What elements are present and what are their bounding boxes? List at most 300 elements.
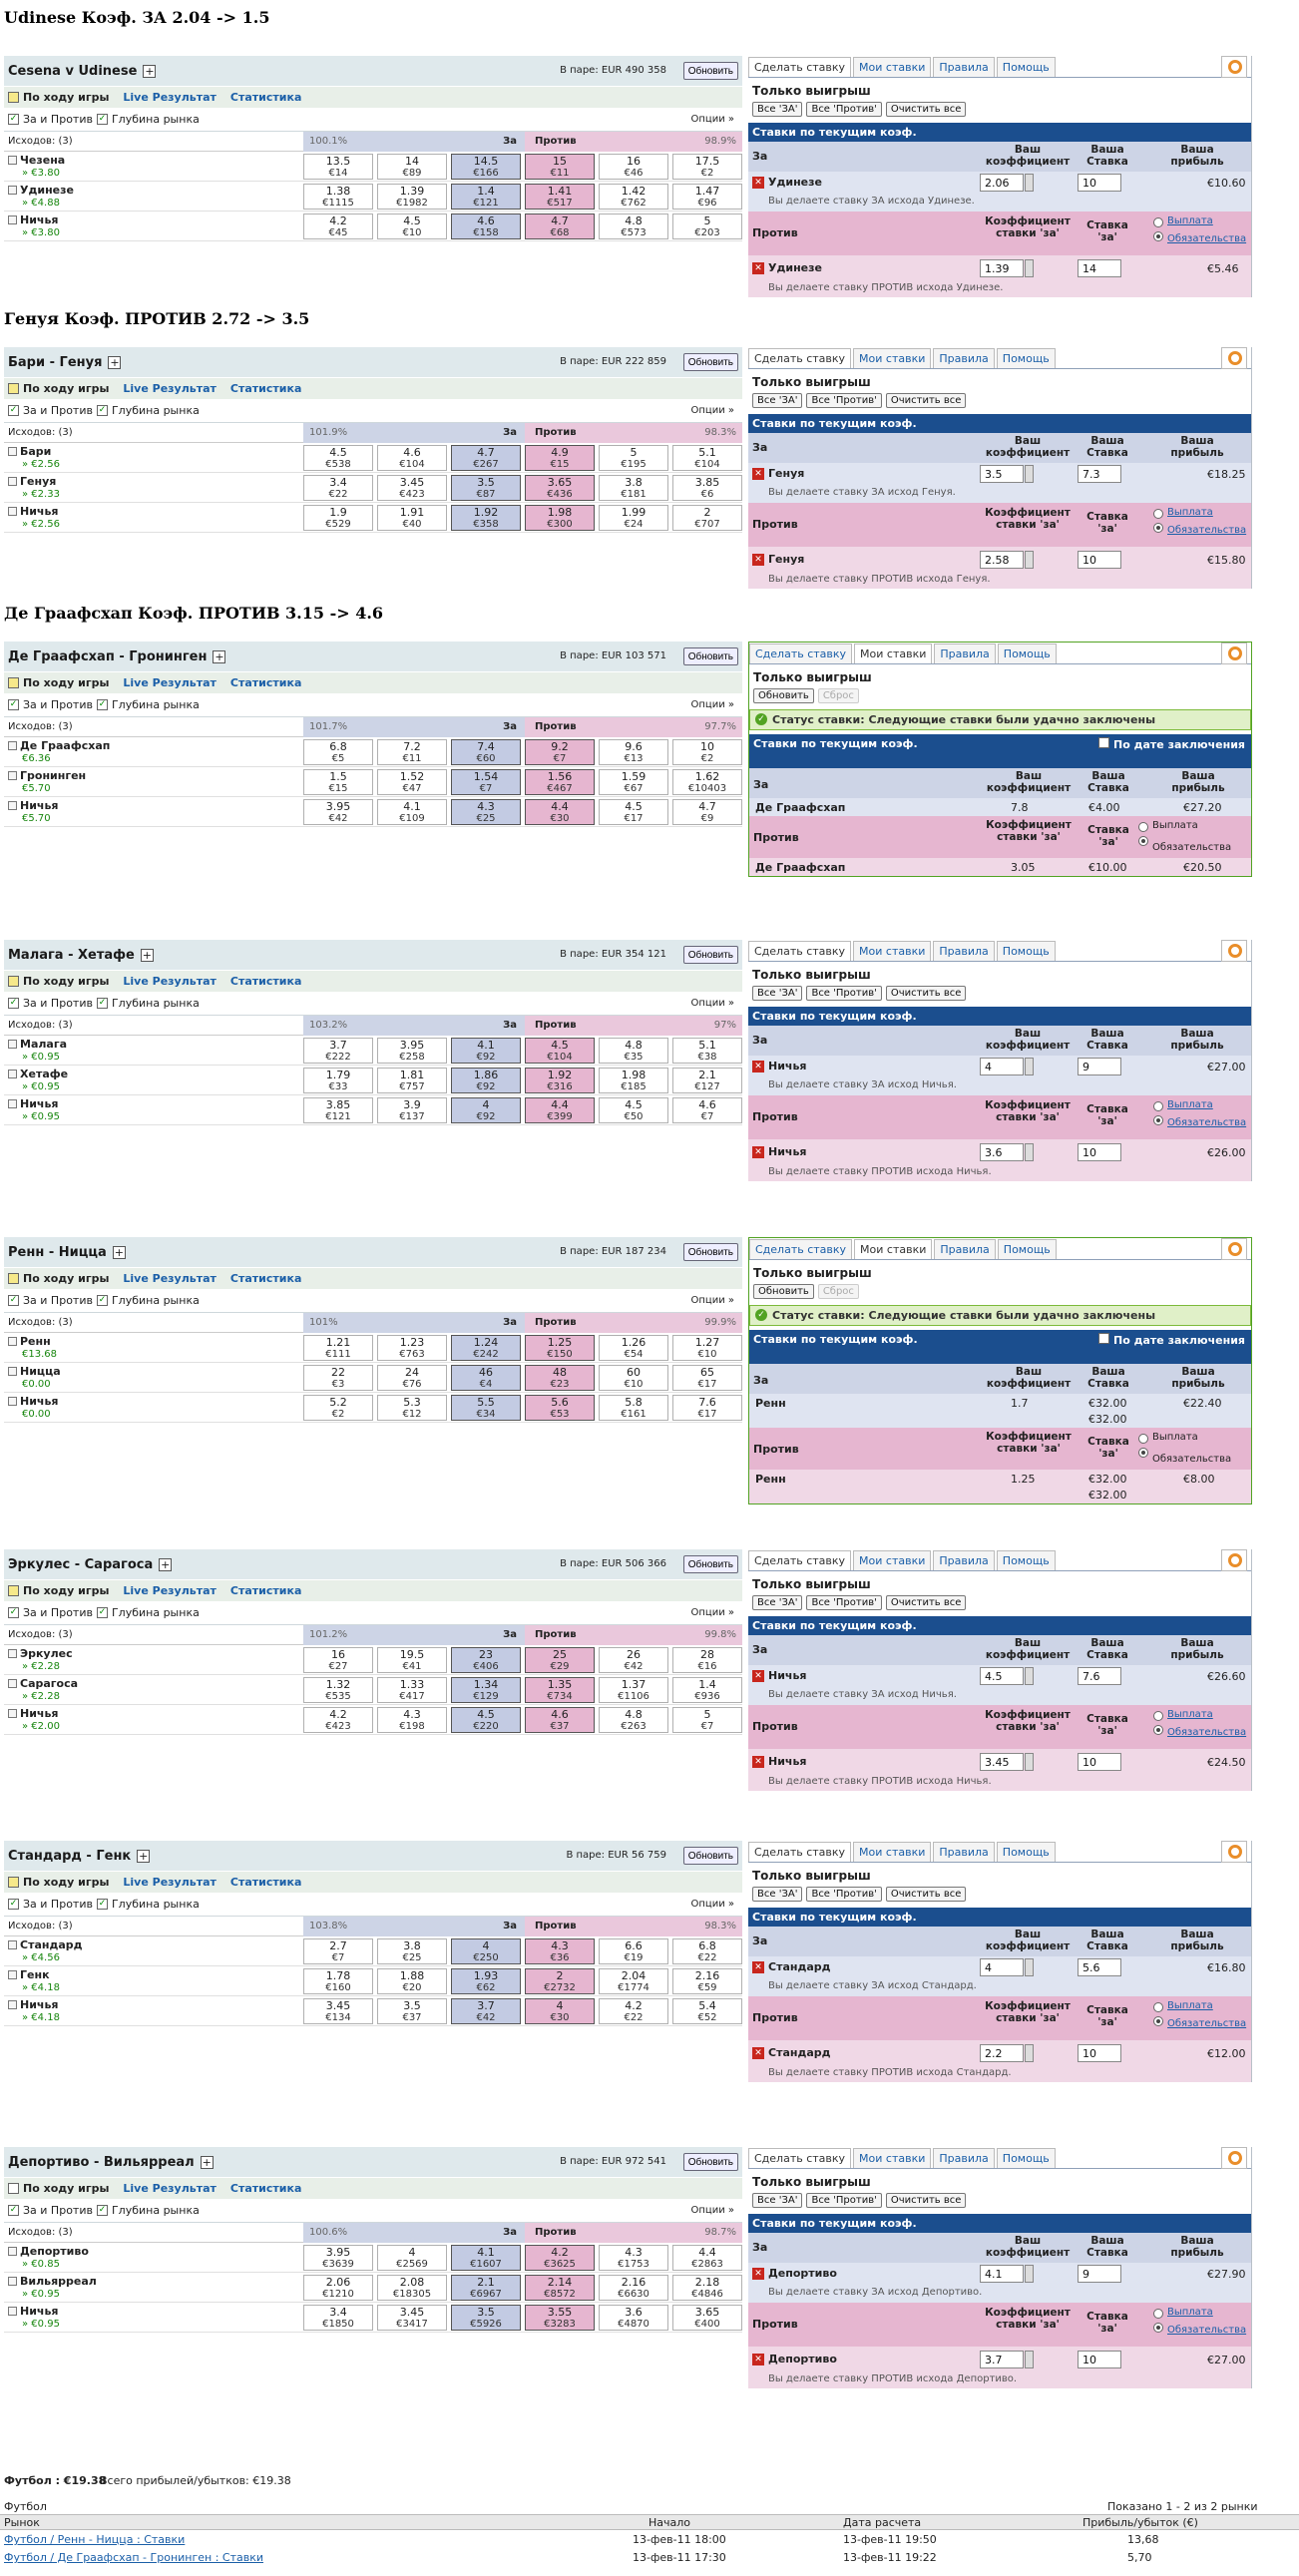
lay-price-cell[interactable] — [599, 1335, 668, 1361]
refresh-bets-button[interactable]: Обновить — [753, 688, 814, 703]
back-price-cell[interactable] — [451, 505, 521, 531]
lay-price-cell[interactable] — [672, 475, 742, 501]
runner-chart-icon[interactable] — [8, 1649, 17, 1658]
liability-radio[interactable] — [1138, 836, 1148, 846]
back-price-cell[interactable] — [377, 1677, 447, 1703]
expand-plus-icon[interactable]: + — [202, 2155, 212, 2169]
market-depth-checkbox[interactable]: ✓ — [98, 114, 107, 124]
tab-my-bets[interactable]: Мои ставки — [853, 941, 931, 961]
back-price-cell[interactable] — [451, 1068, 521, 1093]
runner-chart-icon[interactable] — [8, 801, 17, 810]
in-play-checkbox[interactable] — [8, 2183, 19, 2194]
runner-name[interactable] — [8, 154, 65, 167]
lay-price-cell[interactable] — [525, 2305, 595, 2331]
statistics-link[interactable]: Статистика — [229, 1584, 302, 1597]
runner-chart-icon[interactable] — [8, 1679, 17, 1688]
runner-chart-icon[interactable] — [8, 186, 17, 195]
tab-my-bets[interactable]: Мои ставки — [853, 1550, 931, 1570]
back-price-cell[interactable] — [377, 445, 447, 471]
liability-radio[interactable] — [1153, 523, 1163, 533]
liability-radio[interactable] — [1153, 1115, 1163, 1125]
lay-price-cell[interactable] — [525, 1097, 595, 1123]
tab-rules[interactable]: Правила — [933, 1842, 994, 1862]
market-depth-checkbox[interactable]: ✓ — [98, 699, 107, 709]
expand-plus-icon[interactable]: + — [161, 1557, 171, 1571]
lay-odds-input[interactable]: 3.7 — [980, 2351, 1024, 2368]
runner-name[interactable] — [8, 1707, 58, 1720]
runner-name[interactable] — [8, 1647, 73, 1660]
tab-my-bets[interactable]: Мои ставки — [853, 2148, 931, 2168]
runner-chart-icon[interactable] — [8, 1397, 17, 1406]
back-lay-checkbox[interactable]: ✓ — [9, 2205, 18, 2215]
runner-chart-icon[interactable] — [8, 1337, 17, 1346]
tab-rules[interactable]: Правила — [934, 644, 995, 663]
liability-link[interactable]: Обязательства — [1167, 233, 1247, 244]
runner-name[interactable] — [8, 475, 56, 488]
statistics-link[interactable]: Статистика — [229, 1876, 302, 1889]
liability-link[interactable]: Обязательства — [1167, 1727, 1247, 1738]
payout-radio[interactable] — [1153, 2002, 1163, 2012]
market-depth-checkbox[interactable]: ✓ — [98, 1295, 107, 1305]
lay-price-cell[interactable] — [525, 445, 595, 471]
lay-price-cell[interactable] — [525, 184, 595, 210]
remove-bet-icon[interactable]: ✕ — [752, 468, 764, 480]
options-link[interactable]: Опции » — [690, 114, 734, 125]
lay-price-cell[interactable] — [672, 1335, 742, 1361]
lay-price-cell[interactable] — [672, 214, 742, 239]
back-price-cell[interactable] — [377, 1647, 447, 1673]
lay-price-cell[interactable] — [672, 1365, 742, 1391]
back-price-cell[interactable] — [451, 1395, 521, 1421]
back-price-cell[interactable] — [377, 1938, 447, 1964]
options-link[interactable]: Опции » — [690, 2205, 734, 2216]
lay-price-cell[interactable] — [599, 1938, 668, 1964]
settings-gear-icon[interactable] — [1221, 1841, 1247, 1863]
expand-plus-icon[interactable]: + — [114, 1245, 124, 1259]
runner-chart-icon[interactable] — [8, 477, 17, 486]
lay-price-cell[interactable] — [599, 1097, 668, 1123]
payout-radio[interactable] — [1153, 217, 1163, 227]
back-stake-input[interactable]: 10 — [1078, 174, 1121, 192]
clear-all-button[interactable]: Очистить все — [886, 986, 967, 1001]
payout-radio[interactable] — [1138, 1434, 1148, 1444]
back-stake-input[interactable]: 7.6 — [1078, 1667, 1121, 1685]
back-price-cell[interactable] — [303, 1938, 373, 1964]
back-price-cell[interactable] — [377, 1365, 447, 1391]
settings-gear-icon[interactable] — [1221, 56, 1247, 78]
remove-bet-icon[interactable]: ✕ — [752, 2047, 764, 2059]
clear-all-button[interactable]: Очистить все — [886, 2193, 967, 2208]
runner-name[interactable] — [8, 1968, 50, 1981]
all-back-button[interactable]: Все 'ЗА' — [752, 1887, 802, 1902]
options-link[interactable]: Опции » — [690, 699, 734, 710]
tab-place-bet[interactable]: Сделать ставку — [748, 941, 851, 961]
back-price-cell[interactable] — [303, 1335, 373, 1361]
runner-chart-icon[interactable] — [8, 1070, 17, 1078]
liability-radio[interactable] — [1153, 1725, 1163, 1735]
back-price-cell[interactable] — [303, 1998, 373, 2024]
settings-gear-icon[interactable] — [1221, 940, 1247, 962]
payout-link[interactable]: Выплата — [1167, 2000, 1213, 2011]
runner-name[interactable] — [8, 1677, 78, 1690]
settings-gear-icon[interactable] — [1221, 1549, 1247, 1571]
liability-radio[interactable] — [1138, 1448, 1148, 1458]
lay-price-cell[interactable] — [599, 1068, 668, 1093]
runner-name[interactable] — [8, 184, 74, 197]
tab-my-bets[interactable]: Мои ставки — [854, 644, 932, 663]
in-play-checkbox[interactable] — [8, 92, 19, 103]
settings-gear-icon[interactable] — [1221, 347, 1247, 369]
live-result-link[interactable]: Live Результат — [123, 975, 216, 988]
lay-price-cell[interactable] — [672, 2305, 742, 2331]
lay-price-cell[interactable] — [599, 2245, 668, 2271]
settings-gear-icon[interactable] — [1221, 643, 1247, 664]
odds-spinner[interactable] — [1025, 1058, 1034, 1075]
payout-link[interactable]: Выплата — [1167, 215, 1213, 226]
back-price-cell[interactable] — [377, 1097, 447, 1123]
lay-price-cell[interactable] — [525, 1968, 595, 1994]
back-price-cell[interactable] — [451, 1038, 521, 1064]
back-price-cell[interactable] — [377, 505, 447, 531]
tab-my-bets[interactable]: Мои ставки — [854, 1239, 932, 1259]
lay-price-cell[interactable] — [525, 1038, 595, 1064]
lay-price-cell[interactable] — [672, 1068, 742, 1093]
back-price-cell[interactable] — [451, 1365, 521, 1391]
back-price-cell[interactable] — [303, 445, 373, 471]
back-price-cell[interactable] — [451, 475, 521, 501]
lay-price-cell[interactable] — [525, 154, 595, 180]
remove-bet-icon[interactable]: ✕ — [752, 1756, 764, 1768]
tab-help[interactable]: Помощь — [997, 348, 1056, 368]
liability-link[interactable]: Обязательства — [1167, 525, 1247, 536]
lay-price-cell[interactable] — [525, 769, 595, 795]
runner-name[interactable] — [8, 1068, 68, 1080]
lay-price-cell[interactable] — [599, 2275, 668, 2301]
lay-price-cell[interactable] — [525, 1365, 595, 1391]
market-depth-checkbox[interactable]: ✓ — [98, 1899, 107, 1909]
all-lay-button[interactable]: Все 'Против' — [806, 393, 881, 408]
back-price-cell[interactable] — [303, 1068, 373, 1093]
lay-price-cell[interactable] — [672, 2245, 742, 2271]
back-price-cell[interactable] — [377, 184, 447, 210]
back-price-cell[interactable] — [451, 184, 521, 210]
refresh-button[interactable]: Обновить — [683, 647, 738, 665]
lay-odds-input[interactable]: 2.2 — [980, 2044, 1024, 2062]
back-price-cell[interactable] — [377, 2275, 447, 2301]
lay-price-cell[interactable] — [599, 2305, 668, 2331]
settings-gear-icon[interactable] — [1221, 1238, 1247, 1260]
lay-price-cell[interactable] — [672, 184, 742, 210]
market-depth-checkbox[interactable]: ✓ — [98, 405, 107, 415]
runner-name[interactable] — [8, 1335, 51, 1348]
back-price-cell[interactable] — [377, 799, 447, 825]
lay-odds-input[interactable]: 3.45 — [980, 1753, 1024, 1771]
back-price-cell[interactable] — [303, 184, 373, 210]
all-back-button[interactable]: Все 'ЗА' — [752, 2193, 802, 2208]
lay-price-cell[interactable] — [672, 445, 742, 471]
back-price-cell[interactable] — [377, 1968, 447, 1994]
back-odds-input[interactable]: 3.5 — [980, 465, 1024, 483]
lay-price-cell[interactable] — [525, 1677, 595, 1703]
lay-price-cell[interactable] — [599, 154, 668, 180]
lay-price-cell[interactable] — [525, 1938, 595, 1964]
market-title[interactable]: Депортиво - Вильярреал — [8, 2154, 195, 2170]
lay-price-cell[interactable] — [525, 1395, 595, 1421]
odds-spinner[interactable] — [1025, 465, 1034, 483]
back-price-cell[interactable] — [377, 1395, 447, 1421]
all-back-button[interactable]: Все 'ЗА' — [752, 393, 802, 408]
runner-chart-icon[interactable] — [8, 1970, 17, 1979]
expand-plus-icon[interactable]: + — [145, 64, 155, 78]
live-result-link[interactable]: Live Результат — [123, 1272, 216, 1285]
lay-odds-input[interactable]: 2.58 — [980, 551, 1024, 569]
runner-chart-icon[interactable] — [8, 1099, 17, 1108]
payout-link[interactable]: Выплата — [1167, 507, 1213, 518]
runner-chart-icon[interactable] — [8, 2247, 17, 2256]
in-play-checkbox[interactable] — [8, 1585, 19, 1596]
expand-plus-icon[interactable]: + — [215, 649, 224, 663]
tab-place-bet[interactable]: Сделать ставку — [748, 2148, 851, 2168]
runner-chart-icon[interactable] — [8, 2277, 17, 2286]
back-price-cell[interactable] — [451, 1938, 521, 1964]
runner-chart-icon[interactable] — [8, 507, 17, 516]
lay-price-cell[interactable] — [525, 1068, 595, 1093]
runner-name[interactable] — [8, 799, 58, 812]
lay-price-cell[interactable] — [672, 1097, 742, 1123]
remove-bet-icon[interactable]: ✕ — [752, 262, 764, 274]
lay-stake-input[interactable]: 10 — [1078, 2351, 1121, 2368]
back-lay-checkbox[interactable]: ✓ — [9, 998, 18, 1008]
tab-place-bet[interactable]: Сделать ставку — [748, 348, 851, 368]
tab-place-bet[interactable]: Сделать ставку — [749, 644, 852, 663]
back-price-cell[interactable] — [303, 475, 373, 501]
tab-help[interactable]: Помощь — [997, 1550, 1056, 1570]
runner-name[interactable] — [8, 2305, 58, 2318]
back-price-cell[interactable] — [377, 2305, 447, 2331]
refresh-button[interactable]: Обновить — [683, 62, 738, 80]
remove-bet-icon[interactable]: ✕ — [752, 2354, 764, 2365]
lay-price-cell[interactable] — [525, 2275, 595, 2301]
back-price-cell[interactable] — [303, 1647, 373, 1673]
back-price-cell[interactable] — [451, 2305, 521, 2331]
tab-my-bets[interactable]: Мои ставки — [853, 1842, 931, 1862]
back-price-cell[interactable] — [377, 475, 447, 501]
runner-name[interactable] — [8, 2245, 89, 2258]
in-play-checkbox[interactable] — [8, 677, 19, 688]
by-date-option[interactable] — [1098, 1333, 1245, 1347]
back-stake-input[interactable]: 7.3 — [1078, 465, 1121, 483]
statistics-link[interactable]: Статистика — [229, 2182, 302, 2195]
lay-price-cell[interactable] — [599, 445, 668, 471]
in-play-checkbox[interactable] — [8, 976, 19, 987]
statistics-link[interactable]: Статистика — [229, 975, 302, 988]
tab-rules[interactable]: Правила — [933, 1550, 994, 1570]
tab-rules[interactable]: Правила — [934, 1239, 995, 1259]
tab-rules[interactable]: Правила — [933, 2148, 994, 2168]
refresh-button[interactable]: Обновить — [683, 946, 738, 964]
expand-plus-icon[interactable]: + — [142, 948, 152, 962]
liability-link[interactable]: Обязательства — [1167, 2325, 1247, 2336]
tab-rules[interactable]: Правила — [933, 348, 994, 368]
back-stake-input[interactable]: 5.6 — [1078, 1958, 1121, 1976]
tab-help[interactable]: Помощь — [998, 644, 1057, 663]
clear-all-button[interactable]: Очистить все — [886, 393, 967, 408]
back-price-cell[interactable] — [451, 445, 521, 471]
back-price-cell[interactable] — [451, 1677, 521, 1703]
tab-help[interactable]: Помощь — [997, 941, 1056, 961]
runner-chart-icon[interactable] — [8, 1709, 17, 1718]
back-price-cell[interactable] — [377, 1707, 447, 1733]
back-price-cell[interactable] — [451, 1707, 521, 1733]
expand-plus-icon[interactable]: + — [110, 355, 120, 369]
lay-price-cell[interactable] — [525, 2245, 595, 2271]
market-depth-checkbox[interactable]: ✓ — [98, 2205, 107, 2215]
market-depth-checkbox[interactable]: ✓ — [98, 998, 107, 1008]
liability-radio[interactable] — [1153, 2323, 1163, 2333]
back-price-cell[interactable] — [451, 1335, 521, 1361]
all-lay-button[interactable]: Все 'Против' — [806, 986, 881, 1001]
back-price-cell[interactable] — [451, 1968, 521, 1994]
back-price-cell[interactable] — [377, 154, 447, 180]
in-play-checkbox[interactable] — [8, 1273, 19, 1284]
statistics-link[interactable]: Статистика — [229, 91, 302, 104]
back-price-cell[interactable] — [303, 2275, 373, 2301]
back-lay-checkbox[interactable]: ✓ — [9, 1899, 18, 1909]
back-lay-checkbox[interactable]: ✓ — [9, 114, 18, 124]
back-price-cell[interactable] — [451, 739, 521, 765]
back-price-cell[interactable] — [451, 2245, 521, 2271]
tab-place-bet[interactable]: Сделать ставку — [748, 1842, 851, 1862]
lay-price-cell[interactable] — [672, 505, 742, 531]
runner-name[interactable] — [8, 739, 110, 752]
options-link[interactable]: Опции » — [690, 405, 734, 416]
payout-radio[interactable] — [1153, 1711, 1163, 1721]
market-depth-checkbox[interactable]: ✓ — [98, 1607, 107, 1617]
back-odds-input[interactable]: 4.1 — [980, 2265, 1024, 2283]
lay-price-cell[interactable] — [599, 1395, 668, 1421]
lay-price-cell[interactable] — [672, 769, 742, 795]
back-price-cell[interactable] — [303, 1968, 373, 1994]
runner-chart-icon[interactable] — [8, 741, 17, 750]
odds-spinner[interactable] — [1025, 2044, 1034, 2062]
odds-spinner[interactable] — [1025, 1667, 1034, 1685]
all-lay-button[interactable]: Все 'Против' — [806, 2193, 881, 2208]
market-link[interactable]: Футбол / Де Граафсхап - Гронинген : Ставки — [4, 2551, 264, 2564]
lay-price-cell[interactable] — [599, 1038, 668, 1064]
runner-name[interactable] — [8, 1998, 58, 2011]
liability-radio[interactable] — [1153, 231, 1163, 241]
runner-name[interactable] — [8, 1365, 61, 1378]
lay-price-cell[interactable] — [672, 1038, 742, 1064]
options-link[interactable]: Опции » — [690, 998, 734, 1009]
lay-price-cell[interactable] — [525, 475, 595, 501]
lay-price-cell[interactable] — [672, 1395, 742, 1421]
liability-link[interactable]: Обязательства — [1167, 2018, 1247, 2029]
back-price-cell[interactable] — [303, 799, 373, 825]
statistics-link[interactable]: Статистика — [229, 1272, 302, 1285]
market-title[interactable]: Эркулес - Сарагоса — [8, 1556, 154, 1572]
by-date-checkbox[interactable] — [1098, 737, 1109, 748]
lay-odds-input[interactable]: 1.39 — [980, 259, 1024, 277]
live-result-link[interactable]: Live Результат — [123, 91, 216, 104]
remove-bet-icon[interactable]: ✕ — [752, 1670, 764, 1682]
remove-bet-icon[interactable]: ✕ — [752, 1146, 764, 1158]
refresh-button[interactable]: Обновить — [683, 1555, 738, 1573]
live-result-link[interactable]: Live Результат — [123, 1584, 216, 1597]
tab-place-bet[interactable]: Сделать ставку — [749, 1239, 852, 1259]
remove-bet-icon[interactable]: ✕ — [752, 1961, 764, 1973]
refresh-button[interactable]: Обновить — [683, 1847, 738, 1865]
refresh-button[interactable]: Обновить — [683, 2153, 738, 2171]
lay-price-cell[interactable] — [672, 799, 742, 825]
lay-price-cell[interactable] — [525, 799, 595, 825]
lay-price-cell[interactable] — [599, 214, 668, 239]
refresh-button[interactable]: Обновить — [683, 353, 738, 371]
clear-all-button[interactable]: Очистить все — [886, 1595, 967, 1610]
odds-spinner[interactable] — [1025, 1143, 1034, 1161]
lay-price-cell[interactable] — [599, 739, 668, 765]
lay-price-cell[interactable] — [525, 1647, 595, 1673]
back-price-cell[interactable] — [303, 769, 373, 795]
market-title[interactable]: Бари - Генуя — [8, 354, 103, 370]
back-price-cell[interactable] — [303, 1707, 373, 1733]
runner-name[interactable] — [8, 214, 58, 226]
lay-price-cell[interactable] — [599, 769, 668, 795]
payout-radio[interactable] — [1153, 509, 1163, 519]
back-lay-checkbox[interactable]: ✓ — [9, 699, 18, 709]
refresh-bets-button[interactable]: Обновить — [753, 1284, 814, 1299]
lay-price-cell[interactable] — [599, 1968, 668, 1994]
runner-name[interactable] — [8, 1097, 58, 1110]
back-price-cell[interactable] — [377, 1998, 447, 2024]
lay-price-cell[interactable] — [525, 1707, 595, 1733]
runner-name[interactable] — [8, 1395, 58, 1408]
all-lay-button[interactable]: Все 'Против' — [806, 102, 881, 117]
back-price-cell[interactable] — [303, 2245, 373, 2271]
runner-chart-icon[interactable] — [8, 2000, 17, 2009]
tab-my-bets[interactable]: Мои ставки — [853, 57, 931, 77]
tab-place-bet[interactable]: Сделать ставку — [748, 1550, 851, 1570]
lay-price-cell[interactable] — [672, 1968, 742, 1994]
back-price-cell[interactable] — [303, 1677, 373, 1703]
options-link[interactable]: Опции » — [690, 1899, 734, 1910]
runner-name[interactable] — [8, 445, 51, 458]
back-stake-input[interactable]: 9 — [1078, 1058, 1121, 1075]
market-title[interactable]: Де Граафсхап - Гронинген — [8, 648, 208, 664]
back-stake-input[interactable]: 9 — [1078, 2265, 1121, 2283]
lay-price-cell[interactable] — [672, 2275, 742, 2301]
back-price-cell[interactable] — [377, 214, 447, 239]
back-price-cell[interactable] — [451, 2275, 521, 2301]
live-result-link[interactable]: Live Результат — [123, 2182, 216, 2195]
all-lay-button[interactable]: Все 'Против' — [806, 1887, 881, 1902]
all-lay-button[interactable]: Все 'Против' — [806, 1595, 881, 1610]
odds-spinner[interactable] — [1025, 259, 1034, 277]
odds-spinner[interactable] — [1025, 1753, 1034, 1771]
refresh-button[interactable]: Обновить — [683, 1243, 738, 1261]
lay-price-cell[interactable] — [599, 505, 668, 531]
runner-name[interactable] — [8, 1038, 67, 1051]
runner-chart-icon[interactable] — [8, 156, 17, 165]
back-price-cell[interactable] — [451, 154, 521, 180]
lay-price-cell[interactable] — [599, 799, 668, 825]
back-lay-checkbox[interactable]: ✓ — [9, 1607, 18, 1617]
back-price-cell[interactable] — [303, 1097, 373, 1123]
lay-odds-input[interactable]: 3.6 — [980, 1143, 1024, 1161]
back-price-cell[interactable] — [303, 214, 373, 239]
tab-rules[interactable]: Правила — [933, 57, 994, 77]
clear-all-button[interactable]: Очистить все — [886, 102, 967, 117]
